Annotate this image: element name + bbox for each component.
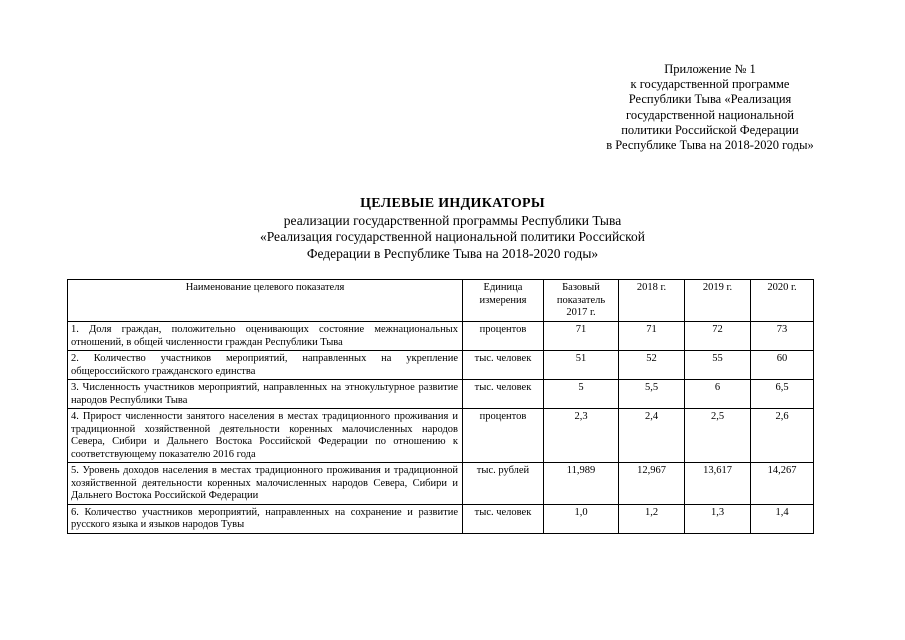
- indicator-base: 2,3: [544, 409, 619, 463]
- table-row: [68, 463, 814, 505]
- header-2019: 2019 г.: [685, 280, 751, 322]
- indicator-name: 6. Количество участников мероприятий, направленных на сохранение и развитие русского языка и языков народов Тувы: [68, 504, 463, 533]
- header-base-line: показатель: [556, 294, 606, 306]
- indicator-base: 71: [544, 322, 619, 351]
- indicator-name: 3. Численность участников мероприятий, направленных на этнокультурное развитие народов Республики Тыва: [68, 380, 463, 409]
- document-title: ЦЕЛЕВЫЕ ИНДИКАТОРЫ: [360, 196, 545, 211]
- appendix-line: к государственной программе: [630, 77, 790, 92]
- indicator-2018: 71: [619, 322, 685, 351]
- indicator-2019: 2,5: [685, 409, 751, 463]
- indicator-2019: 1,3: [685, 504, 751, 533]
- indicator-name: 4. Прирост численности занятого населения в местах традиционного проживания и традиционной хозяйственной деятельности коренных малочисленных народов Севера, Сибири и Дальнего Востока Российской Федерации по отношению к соответствующему показателю 2016 года: [68, 409, 463, 463]
- indicator-2019: 13,617: [685, 463, 751, 505]
- header-base-line: 2017 г.: [566, 307, 596, 318]
- appendix-line: Республики Тыва «Реализация: [628, 92, 792, 107]
- indicator-2020: 14,267: [751, 463, 814, 505]
- indicator-unit: тыс. человек: [463, 380, 544, 409]
- indicator-2020: 2,6: [751, 409, 814, 463]
- indicator-unit: тыс. человек: [463, 351, 544, 380]
- indicator-name: 5. Уровень доходов населения в местах традиционного проживания и традиционной хозяйственной деятельности коренных малочисленных народов Севера, Сибири и Дальнего Востока Российской Федерации: [68, 463, 463, 505]
- header-unit-line: измерения: [479, 294, 527, 306]
- indicator-2018: 5,5: [619, 380, 685, 409]
- document-subtitle-line: реализации государственной программы Республики Тыва: [283, 212, 622, 228]
- document-subtitle-line: «Реализация государственной национальной политики Российской: [259, 229, 646, 244]
- table-row: [68, 409, 814, 463]
- indicator-unit: тыс. рублей: [463, 463, 544, 505]
- indicator-2020: 1,4: [751, 504, 814, 533]
- indicator-name: 1. Доля граждан, положительно оценивающих состояние межнациональных отношений, в общей численности граждан Республики Тыва: [68, 322, 463, 351]
- header-2020: 2020 г.: [751, 280, 814, 322]
- indicator-unit: процентов: [463, 409, 544, 463]
- indicator-2020: 6,5: [751, 380, 814, 409]
- indicator-unit: тыс. человек: [463, 504, 544, 533]
- header-unit-line: Единица: [483, 282, 523, 293]
- table-row: [68, 322, 814, 351]
- indicator-2018: 2,4: [619, 409, 685, 463]
- indicator-unit: процентов: [463, 322, 544, 351]
- header-unit: [463, 280, 544, 322]
- indicator-name: 2. Количество участников мероприятий, направленных на укрепление общероссийского гражданского единства: [68, 351, 463, 380]
- indicator-base: 1,0: [544, 504, 619, 533]
- indicators-table: [67, 279, 814, 534]
- appendix-line: государственной национальной: [626, 107, 794, 122]
- indicator-2019: 6: [685, 380, 751, 409]
- indicator-base: 11,989: [544, 463, 619, 505]
- indicator-2018: 12,967: [619, 463, 685, 505]
- indicator-base: 51: [544, 351, 619, 380]
- indicator-2019: 55: [685, 351, 751, 380]
- indicator-2018: 1,2: [619, 504, 685, 533]
- appendix-line: политики Российской Федерации: [621, 122, 799, 137]
- indicator-2020: 73: [751, 322, 814, 351]
- document-subtitle-line: Федерации в Республике Тыва на 2018-2020 годы»: [306, 245, 599, 261]
- indicator-base: 5: [544, 380, 619, 409]
- table-row: [68, 380, 814, 409]
- indicator-2018: 52: [619, 351, 685, 380]
- indicator-2020: 60: [751, 351, 814, 380]
- document-heading: [0, 196, 905, 262]
- header-indicator-name: Наименование целевого показателя: [68, 280, 463, 322]
- appendix-note: [560, 62, 860, 153]
- header-base: [544, 280, 619, 322]
- indicator-2019: 72: [685, 322, 751, 351]
- table-header-row: [68, 280, 814, 322]
- header-2018: 2018 г.: [619, 280, 685, 322]
- appendix-line: в Республике Тыва на 2018-2020 годы»: [606, 138, 814, 153]
- appendix-line: Приложение № 1: [664, 62, 756, 76]
- table-row: [68, 351, 814, 380]
- table-row: [68, 504, 814, 533]
- header-base-line: Базовый: [562, 282, 600, 293]
